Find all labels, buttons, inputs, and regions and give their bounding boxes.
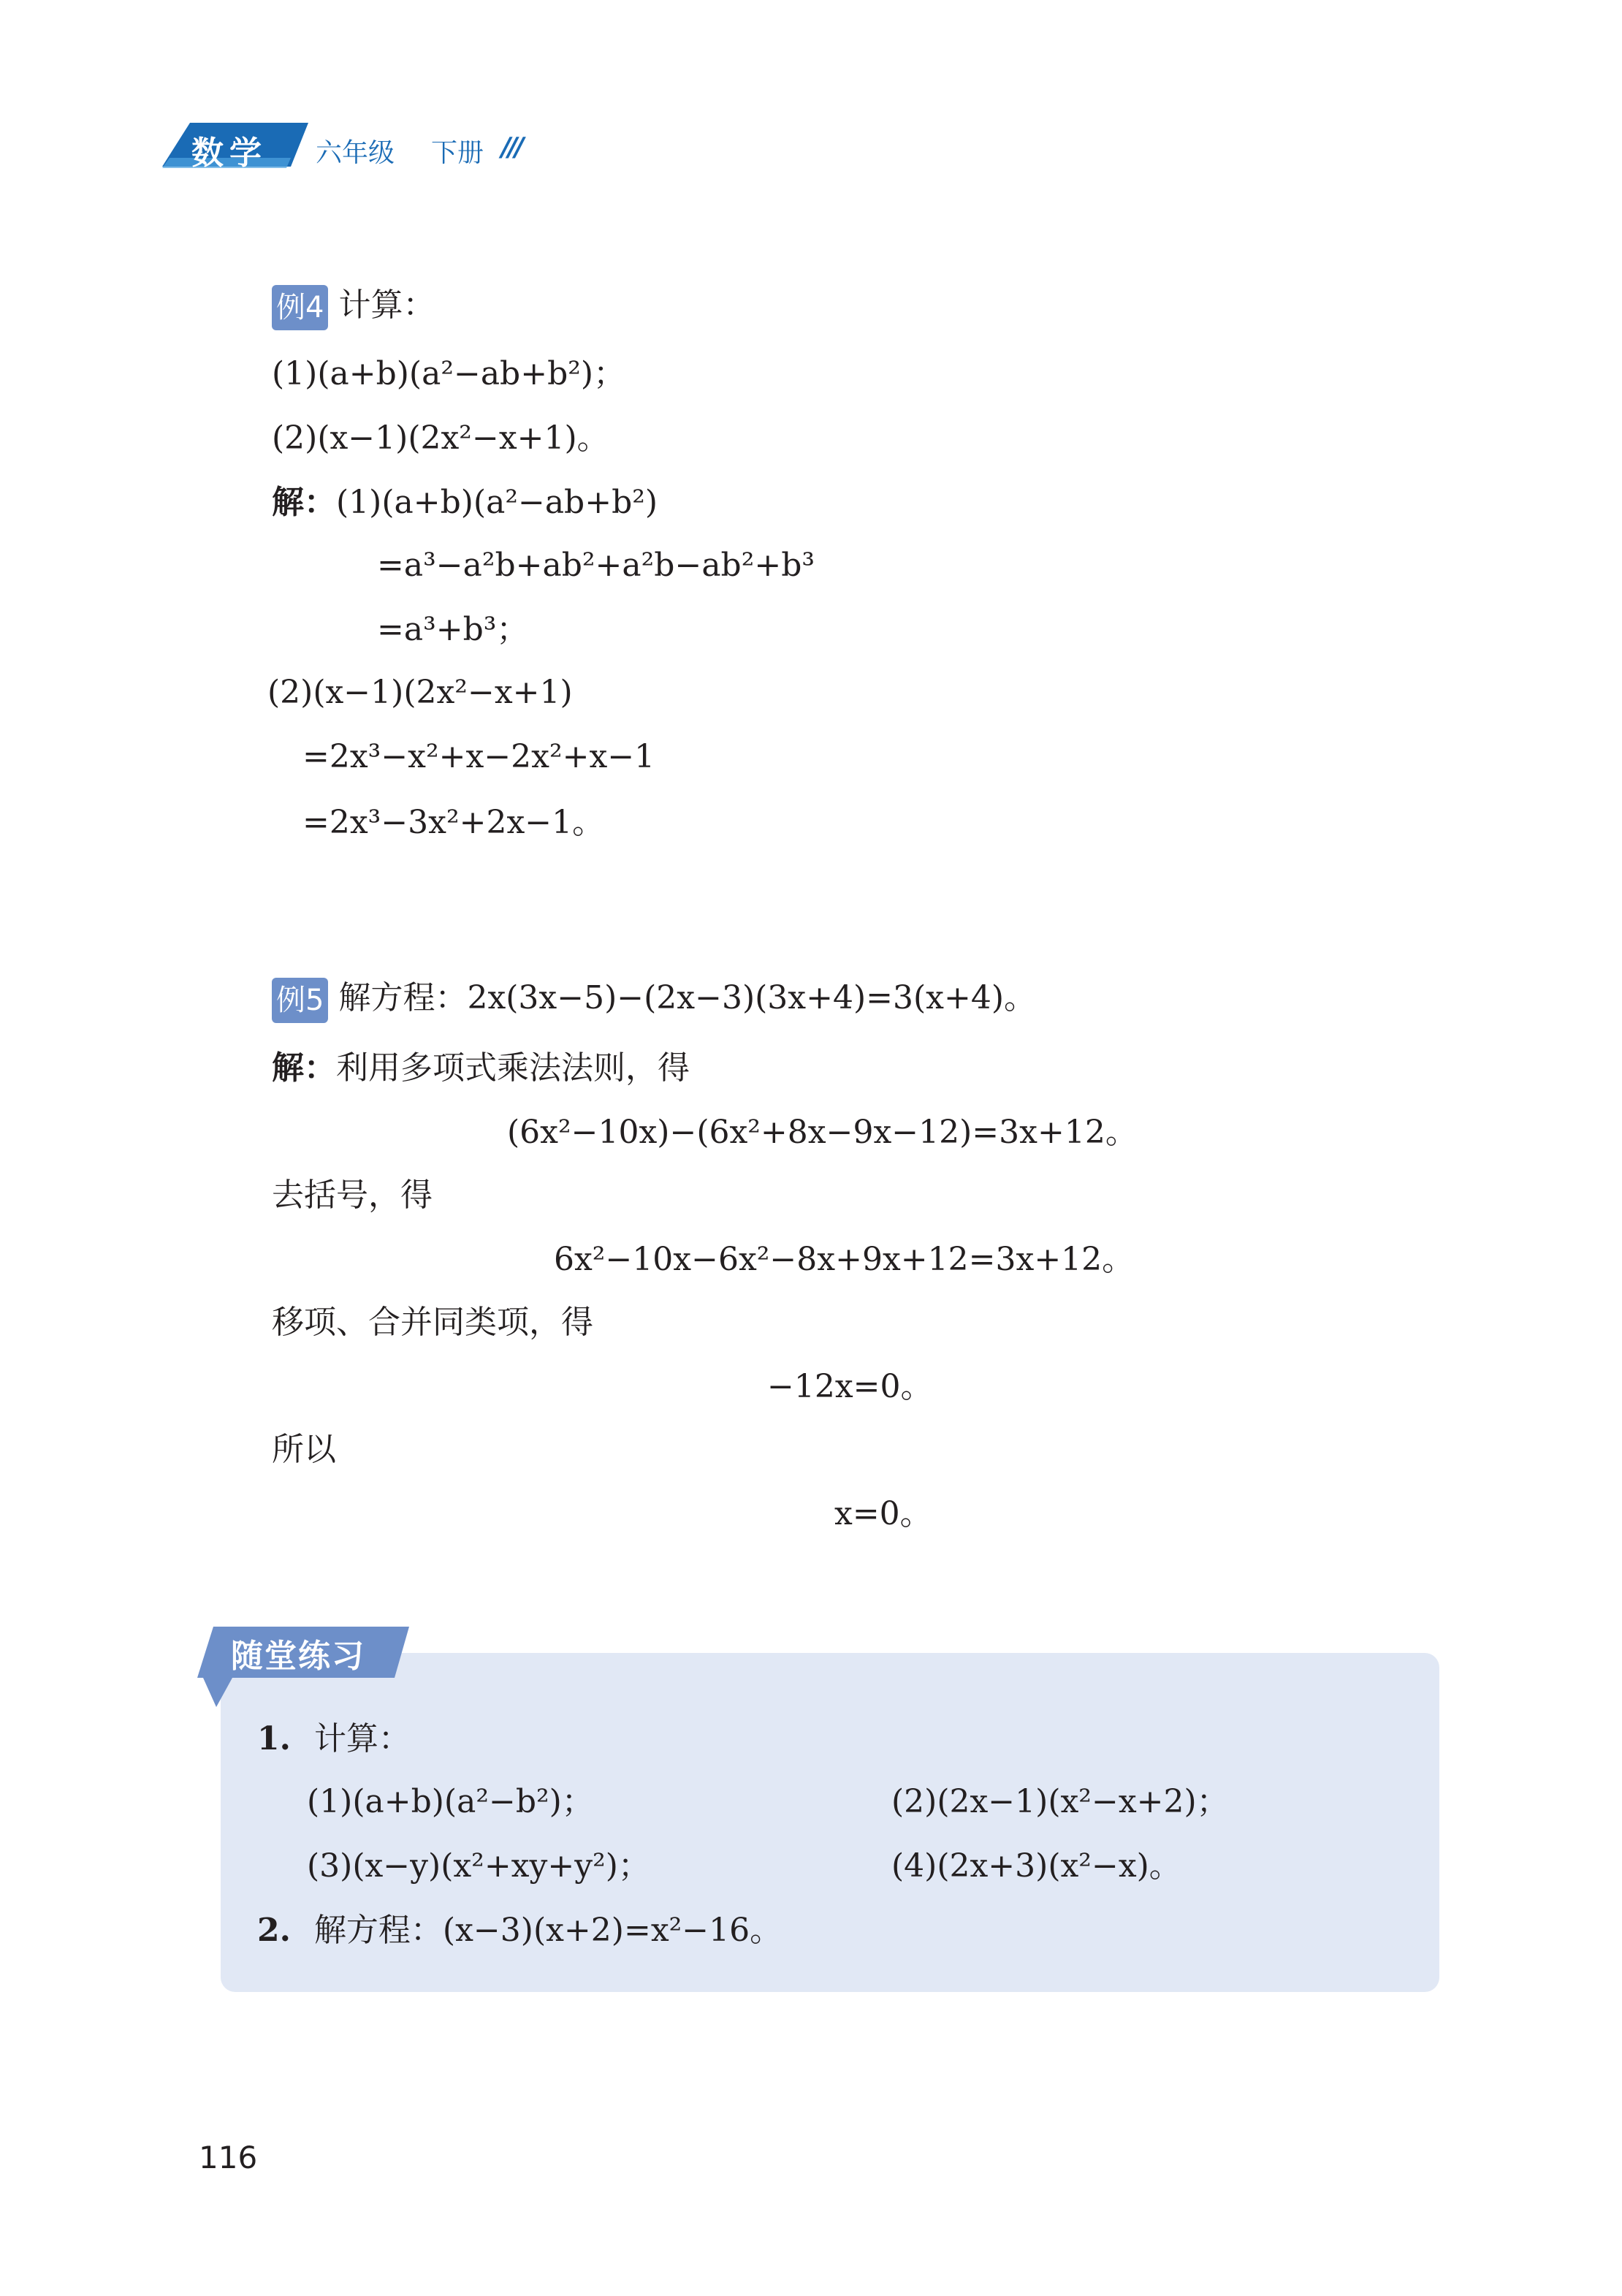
- example5-label: 例5: [272, 978, 328, 1023]
- example5-equation-4: x=0。: [834, 1495, 932, 1532]
- practice-problem-2: (2)(2x−1)(x²−x+2)；: [891, 1783, 1229, 1820]
- example4-solution-2-line-2: =2x³−x²+x−2x²+x−1: [302, 738, 655, 775]
- practice-item-2-number: 2.: [257, 1912, 291, 1949]
- practice-item-2-prompt: 解方程：(x−3)(x+2)=x²−16。: [313, 1912, 783, 1949]
- example5-equation-2: 6x²−10x−6x²−8x+9x+12=3x+12。: [554, 1241, 1135, 1278]
- example5-step-1: [272, 1046, 690, 1090]
- example4-solution-1-line-2: =a³−a²b+ab²+a²b−ab²+b³: [377, 547, 815, 584]
- example4-question-1: (1)(a+b)(a²−ab+b²)；: [272, 355, 626, 392]
- solution-1-expression: (1)(a+b)(a²−ab+b²): [336, 484, 658, 521]
- example4-question-2: (2)(x−1)(2x²−x+1)。: [272, 419, 609, 457]
- example5-step-2: 去括号，得: [272, 1176, 433, 1214]
- practice-problem-1: (1)(a+b)(a²−b²)；: [307, 1783, 594, 1820]
- practice-item-2: [257, 1909, 782, 1953]
- example5-step-4: 所以: [272, 1431, 336, 1468]
- example5-prompt: 解方程：2x(3x−5)−(2x−3)(3x+4)=3(x+4)。: [338, 979, 1037, 1016]
- example4-prompt: 计算：: [338, 286, 435, 324]
- header-volume: 下册: [431, 138, 484, 168]
- step-1-text: 利用多项式乘法法则，得: [336, 1049, 690, 1087]
- practice-problem-4: (4)(2x+3)(x²−x)。: [891, 1847, 1181, 1885]
- example5-heading: [272, 976, 1036, 1023]
- example4-solution-2-line-1: (2)(x−1)(2x²−x+1): [267, 674, 573, 711]
- example4-solution-2-line-3: =2x³−3x²+2x−1。: [302, 804, 605, 841]
- header-subject: 数学: [191, 134, 267, 172]
- header-grade: 六年级: [316, 138, 395, 168]
- page-number: 116: [199, 2140, 258, 2175]
- example4-solution-1-line-1: [272, 481, 658, 525]
- example4-heading: [272, 284, 435, 330]
- example5-step-3: 移项、合并同类项，得: [272, 1304, 593, 1341]
- example4-solution-1-line-3: =a³+b³；: [377, 611, 529, 648]
- practice-problem-3: (3)(x−y)(x²+xy+y²)；: [307, 1847, 650, 1885]
- practice-item-1-number: 1.: [257, 1720, 291, 1757]
- practice-title: 随堂练习: [231, 1638, 365, 1675]
- example4-label: 例4: [272, 285, 328, 330]
- example5-equation-1: (6x²−10x)−(6x²+8x−9x−12)=3x+12。: [507, 1114, 1138, 1151]
- solution-label: 解：: [272, 1049, 336, 1087]
- practice-item-1-prompt: 计算：: [313, 1720, 411, 1757]
- header-slash-decoration: ///: [501, 132, 522, 162]
- solution-label: 解：: [272, 484, 336, 521]
- practice-item-1: [257, 1717, 411, 1761]
- example5-equation-3: −12x=0。: [767, 1368, 933, 1405]
